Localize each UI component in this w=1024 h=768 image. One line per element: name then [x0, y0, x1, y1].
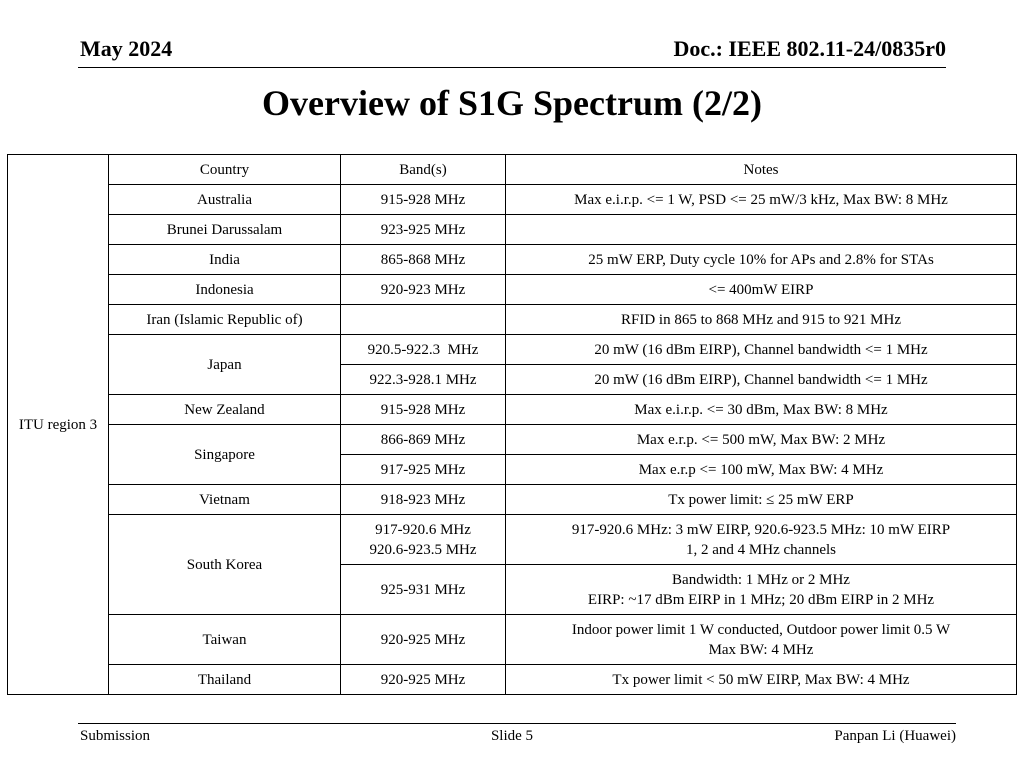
country-cell: Vietnam — [109, 485, 341, 515]
country-cell: New Zealand — [109, 395, 341, 425]
notes-cell: Max e.r.p <= 100 mW, Max BW: 4 MHz — [506, 455, 1017, 485]
notes-cell: Max e.i.r.p. <= 1 W, PSD <= 25 mW/3 kHz, Max BW: 8 MHz — [506, 185, 1017, 215]
slide-title: Overview of S1G Spectrum (2/2) — [262, 83, 762, 123]
table-row — [8, 615, 1017, 665]
country-cell: South Korea — [109, 515, 341, 615]
column-header-bands: Band(s) — [341, 155, 506, 185]
band-cell: 917-925 MHz — [341, 455, 506, 485]
notes-cell: Max e.i.r.p. <= 30 dBm, Max BW: 8 MHz — [506, 395, 1017, 425]
band-cell: 866-869 MHz — [341, 425, 506, 455]
band-cell: 915-928 MHz — [341, 185, 506, 215]
itu-region-cell: ITU region 3 — [8, 155, 109, 695]
table-row — [8, 335, 1017, 365]
table-row — [8, 215, 1017, 245]
table-row — [8, 425, 1017, 455]
country-cell: Indonesia — [109, 275, 341, 305]
header-divider — [78, 67, 946, 68]
table-row — [8, 665, 1017, 695]
footer-slide-number: Slide 5 — [490, 728, 534, 744]
footer-author: Panpan Li (Huawei) — [834, 728, 956, 744]
band-cell: 923-925 MHz — [341, 215, 506, 245]
table-row — [8, 515, 1017, 565]
band-cell — [341, 305, 506, 335]
notes-cell: Bandwidth: 1 MHz or 2 MHz EIRP: ~17 dBm EIRP in 1 MHz; 20 dBm EIRP in 2 MHz — [506, 565, 1017, 615]
notes-cell: 25 mW ERP, Duty cycle 10% for APs and 2.8% for STAs — [506, 245, 1017, 275]
band-cell: 917-920.6 MHz 920.6-923.5 MHz — [341, 515, 506, 565]
country-cell: Thailand — [109, 665, 341, 695]
band-cell: 865-868 MHz — [341, 245, 506, 275]
header-doc-id: Doc.: IEEE 802.11-24/0835r0 — [673, 36, 946, 61]
country-cell: India — [109, 245, 341, 275]
notes-cell: <= 400mW EIRP — [506, 275, 1017, 305]
table-row — [8, 395, 1017, 425]
notes-cell: Tx power limit: ≤ 25 mW ERP — [506, 485, 1017, 515]
notes-cell: 20 mW (16 dBm EIRP), Channel bandwidth <= 1 MHz — [506, 335, 1017, 365]
band-cell: 922.3-928.1 MHz — [341, 365, 506, 395]
footer-divider — [78, 723, 956, 724]
column-header-notes: Notes — [506, 155, 1017, 185]
header-date: May 2024 — [80, 36, 173, 61]
country-cell: Japan — [109, 335, 341, 395]
spectrum-table — [7, 154, 1017, 695]
footer-submission: Submission — [80, 728, 151, 744]
table-row — [8, 275, 1017, 305]
band-cell: 915-928 MHz — [341, 395, 506, 425]
notes-cell: Tx power limit < 50 mW EIRP, Max BW: 4 MHz — [506, 665, 1017, 695]
notes-cell: Max e.r.p. <= 500 mW, Max BW: 2 MHz — [506, 425, 1017, 455]
band-cell: 925-931 MHz — [341, 565, 506, 615]
country-cell: Singapore — [109, 425, 341, 485]
notes-cell — [506, 215, 1017, 245]
column-header-country: Country — [109, 155, 341, 185]
country-cell: Australia — [109, 185, 341, 215]
table-header-row — [8, 155, 1017, 185]
country-cell: Taiwan — [109, 615, 341, 665]
notes-cell: 20 mW (16 dBm EIRP), Channel bandwidth <= 1 MHz — [506, 365, 1017, 395]
country-cell: Iran (Islamic Republic of) — [109, 305, 341, 335]
band-cell: 918-923 MHz — [341, 485, 506, 515]
table-row — [8, 245, 1017, 275]
band-cell: 920-925 MHz — [341, 665, 506, 695]
band-cell: 920-923 MHz — [341, 275, 506, 305]
table-row — [8, 485, 1017, 515]
table-row — [8, 305, 1017, 335]
band-cell: 920.5-922.3 MHz — [341, 335, 506, 365]
band-cell: 920-925 MHz — [341, 615, 506, 665]
table-row — [8, 185, 1017, 215]
notes-cell: RFID in 865 to 868 MHz and 915 to 921 MHz — [506, 305, 1017, 335]
notes-cell: 917-920.6 MHz: 3 mW EIRP, 920.6-923.5 MHz: 10 mW EIRP 1, 2 and 4 MHz channels — [506, 515, 1017, 565]
notes-cell: Indoor power limit 1 W conducted, Outdoor power limit 0.5 W Max BW: 4 MHz — [506, 615, 1017, 665]
country-cell: Brunei Darussalam — [109, 215, 341, 245]
